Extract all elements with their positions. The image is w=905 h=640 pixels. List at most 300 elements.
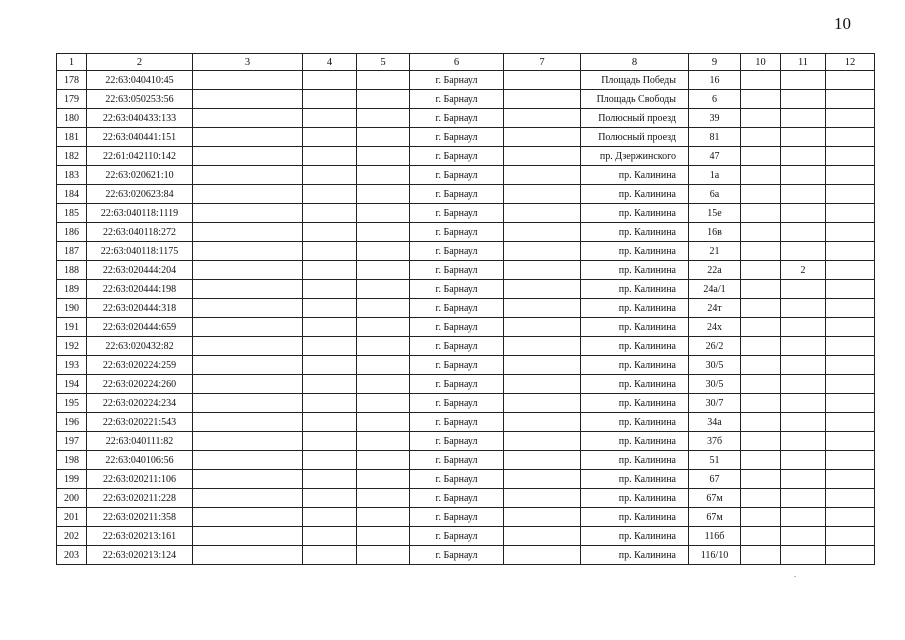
- cell-col-11: [781, 508, 826, 527]
- column-header-2: 2: [87, 54, 193, 71]
- cell-col-3: [193, 413, 303, 432]
- cell-col-3: [193, 109, 303, 128]
- cell-col-10: [741, 394, 781, 413]
- cadastral-number: 22:63:020224:259: [87, 356, 193, 375]
- table-row: [57, 166, 875, 185]
- table-row: [57, 204, 875, 223]
- cell-col-4: [303, 546, 357, 565]
- street: пр. Калинина: [581, 318, 689, 337]
- table-row: [57, 451, 875, 470]
- cell-col-5: [357, 527, 410, 546]
- row-number: 185: [57, 204, 87, 223]
- cell-col-5: [357, 147, 410, 166]
- cell-col-7: [504, 432, 581, 451]
- cell-col-12: [826, 185, 875, 204]
- cell-col-11: [781, 90, 826, 109]
- cell-col-10: [741, 527, 781, 546]
- column-header-12: 12: [826, 54, 875, 71]
- house-number: 47: [689, 147, 741, 166]
- row-number: 181: [57, 128, 87, 147]
- cell-col-7: [504, 223, 581, 242]
- table-row: [57, 109, 875, 128]
- street: пр. Калинина: [581, 204, 689, 223]
- table-row: [57, 508, 875, 527]
- city: г. Барнаул: [410, 451, 504, 470]
- cell-col-4: [303, 337, 357, 356]
- cell-col-3: [193, 128, 303, 147]
- house-number: 6: [689, 90, 741, 109]
- street: пр. Калинина: [581, 337, 689, 356]
- cell-col-4: [303, 508, 357, 527]
- cadastral-number: 22:63:040433:133: [87, 109, 193, 128]
- cell-col-10: [741, 299, 781, 318]
- cell-col-10: [741, 128, 781, 147]
- cadastral-number: 22:63:050253:56: [87, 90, 193, 109]
- row-number: 194: [57, 375, 87, 394]
- cell-col-12: [826, 223, 875, 242]
- row-number: 191: [57, 318, 87, 337]
- table-row: [57, 432, 875, 451]
- street: пр. Калинина: [581, 432, 689, 451]
- column-header-1: 1: [57, 54, 87, 71]
- street: пр. Калинина: [581, 413, 689, 432]
- cell-col-5: [357, 394, 410, 413]
- cell-col-3: [193, 508, 303, 527]
- cell-col-5: [357, 299, 410, 318]
- cadastral-number: 22:63:020444:659: [87, 318, 193, 337]
- cell-col-12: [826, 451, 875, 470]
- cell-col-12: [826, 337, 875, 356]
- cell-col-10: [741, 356, 781, 375]
- cell-col-12: [826, 546, 875, 565]
- page-number: 10: [834, 14, 851, 33]
- house-number: 1а: [689, 166, 741, 185]
- street: пр. Дзержинского: [581, 147, 689, 166]
- cell-col-5: [357, 204, 410, 223]
- cell-col-5: [357, 109, 410, 128]
- city: г. Барнаул: [410, 432, 504, 451]
- cell-col-11: [781, 375, 826, 394]
- city: г. Барнаул: [410, 261, 504, 280]
- cell-col-3: [193, 223, 303, 242]
- cell-col-12: [826, 71, 875, 90]
- cadastral-number: 22:63:040106:56: [87, 451, 193, 470]
- cell-col-5: [357, 356, 410, 375]
- cell-col-4: [303, 90, 357, 109]
- cell-col-10: [741, 147, 781, 166]
- cell-col-4: [303, 470, 357, 489]
- row-number: 190: [57, 299, 87, 318]
- table-row: [57, 90, 875, 109]
- cell-col-10: [741, 71, 781, 90]
- cadastral-number: 22:63:040111:82: [87, 432, 193, 451]
- row-number: 187: [57, 242, 87, 261]
- house-number: 67м: [689, 508, 741, 527]
- row-number: 202: [57, 527, 87, 546]
- cell-col-12: [826, 527, 875, 546]
- cell-col-10: [741, 508, 781, 527]
- cell-col-10: [741, 242, 781, 261]
- cell-col-4: [303, 242, 357, 261]
- cell-col-5: [357, 185, 410, 204]
- city: г. Барнаул: [410, 546, 504, 565]
- cell-col-11: [781, 128, 826, 147]
- cell-col-5: [357, 166, 410, 185]
- cadastral-number: 22:63:020224:260: [87, 375, 193, 394]
- cell-col-5: [357, 223, 410, 242]
- table-row: [57, 375, 875, 394]
- cell-col-7: [504, 527, 581, 546]
- cell-col-11: [781, 204, 826, 223]
- row-number: 186: [57, 223, 87, 242]
- cell-col-10: [741, 470, 781, 489]
- table-row: [57, 261, 875, 280]
- scan-artifact: [794, 576, 796, 577]
- row-number: 189: [57, 280, 87, 299]
- street: пр. Калинина: [581, 470, 689, 489]
- cell-col-4: [303, 394, 357, 413]
- column-header-9: 9: [689, 54, 741, 71]
- cell-col-11: [781, 280, 826, 299]
- house-number: 39: [689, 109, 741, 128]
- cell-col-3: [193, 71, 303, 90]
- cadastral-number: 22:63:020221:543: [87, 413, 193, 432]
- cell-col-7: [504, 470, 581, 489]
- cell-col-3: [193, 204, 303, 223]
- street: пр. Калинина: [581, 166, 689, 185]
- cell-col-7: [504, 394, 581, 413]
- cell-col-11: [781, 299, 826, 318]
- city: г. Барнаул: [410, 128, 504, 147]
- cell-col-5: [357, 413, 410, 432]
- cell-col-12: [826, 242, 875, 261]
- cell-col-12: [826, 470, 875, 489]
- cell-col-10: [741, 318, 781, 337]
- cell-col-5: [357, 375, 410, 394]
- city: г. Барнаул: [410, 299, 504, 318]
- cell-col-11: [781, 337, 826, 356]
- city: г. Барнаул: [410, 147, 504, 166]
- city: г. Барнаул: [410, 71, 504, 90]
- cell-col-5: [357, 470, 410, 489]
- cell-col-10: [741, 223, 781, 242]
- cell-col-4: [303, 318, 357, 337]
- table-row: [57, 546, 875, 565]
- city: г. Барнаул: [410, 280, 504, 299]
- cell-col-3: [193, 451, 303, 470]
- table-row: [57, 223, 875, 242]
- register-table: [56, 53, 875, 565]
- city: г. Барнаул: [410, 394, 504, 413]
- street: Полюсный проезд: [581, 109, 689, 128]
- house-number: 67м: [689, 489, 741, 508]
- cell-col-12: [826, 280, 875, 299]
- row-number: 195: [57, 394, 87, 413]
- cell-col-11: [781, 166, 826, 185]
- cell-col-7: [504, 451, 581, 470]
- cell-col-7: [504, 166, 581, 185]
- cell-col-12: [826, 204, 875, 223]
- cell-col-11: [781, 185, 826, 204]
- city: г. Барнаул: [410, 489, 504, 508]
- cell-col-11: [781, 394, 826, 413]
- cell-col-12: [826, 394, 875, 413]
- cell-col-5: [357, 90, 410, 109]
- row-number: 178: [57, 71, 87, 90]
- house-number: 81: [689, 128, 741, 147]
- cadastral-number: 22:63:020444:204: [87, 261, 193, 280]
- cell-col-12: [826, 261, 875, 280]
- cell-col-11: [781, 527, 826, 546]
- table-row: [57, 242, 875, 261]
- cadastral-number: 22:63:040118:1175: [87, 242, 193, 261]
- city: г. Барнаул: [410, 508, 504, 527]
- cell-col-3: [193, 432, 303, 451]
- cell-col-12: [826, 375, 875, 394]
- cell-col-3: [193, 166, 303, 185]
- cell-col-10: [741, 375, 781, 394]
- cell-col-7: [504, 508, 581, 527]
- cell-col-7: [504, 204, 581, 223]
- city: г. Барнаул: [410, 413, 504, 432]
- street: пр. Калинина: [581, 185, 689, 204]
- table-row: [57, 413, 875, 432]
- cell-col-7: [504, 128, 581, 147]
- cell-col-5: [357, 280, 410, 299]
- house-number: 37б: [689, 432, 741, 451]
- cell-col-11: [781, 489, 826, 508]
- cell-col-12: [826, 432, 875, 451]
- row-number: 188: [57, 261, 87, 280]
- column-header-6: 6: [410, 54, 504, 71]
- cell-col-7: [504, 147, 581, 166]
- cadastral-number: 22:63:040441:151: [87, 128, 193, 147]
- cell-col-4: [303, 128, 357, 147]
- table-row: [57, 470, 875, 489]
- table-row: [57, 394, 875, 413]
- cell-col-11: [781, 432, 826, 451]
- cell-col-7: [504, 375, 581, 394]
- cell-col-10: [741, 451, 781, 470]
- cell-col-12: [826, 109, 875, 128]
- table-row: [57, 527, 875, 546]
- cell-col-7: [504, 71, 581, 90]
- cell-col-11: [781, 451, 826, 470]
- table-header: [57, 54, 875, 71]
- cell-col-4: [303, 299, 357, 318]
- street: Площадь Свободы: [581, 90, 689, 109]
- cadastral-number: 22:63:020432:82: [87, 337, 193, 356]
- cell-col-12: [826, 356, 875, 375]
- street: пр. Калинина: [581, 451, 689, 470]
- house-number: 16в: [689, 223, 741, 242]
- house-number: 116б: [689, 527, 741, 546]
- row-number: 203: [57, 546, 87, 565]
- row-number: 182: [57, 147, 87, 166]
- cell-col-3: [193, 242, 303, 261]
- column-header-8: 8: [581, 54, 689, 71]
- table-row: [57, 318, 875, 337]
- house-number: 30/7: [689, 394, 741, 413]
- cell-col-4: [303, 451, 357, 470]
- cell-col-5: [357, 508, 410, 527]
- house-number: 26/2: [689, 337, 741, 356]
- cell-col-5: [357, 489, 410, 508]
- cell-col-4: [303, 527, 357, 546]
- cell-col-12: [826, 508, 875, 527]
- cell-col-7: [504, 242, 581, 261]
- row-number: 184: [57, 185, 87, 204]
- house-number: 30/5: [689, 356, 741, 375]
- cadastral-number: 22:63:020213:124: [87, 546, 193, 565]
- cell-col-3: [193, 318, 303, 337]
- column-header-11: 11: [781, 54, 826, 71]
- cell-col-7: [504, 356, 581, 375]
- cell-col-12: [826, 299, 875, 318]
- cell-col-3: [193, 375, 303, 394]
- city: г. Барнаул: [410, 90, 504, 109]
- house-number: 30/5: [689, 375, 741, 394]
- street: пр. Калинина: [581, 242, 689, 261]
- house-number: 22а: [689, 261, 741, 280]
- city: г. Барнаул: [410, 337, 504, 356]
- column-header-7: 7: [504, 54, 581, 71]
- house-number: 24а/1: [689, 280, 741, 299]
- cell-col-7: [504, 299, 581, 318]
- table-row: [57, 356, 875, 375]
- cell-col-12: [826, 147, 875, 166]
- row-number: 199: [57, 470, 87, 489]
- cadastral-number: 22:63:020623:84: [87, 185, 193, 204]
- cell-col-10: [741, 185, 781, 204]
- cell-col-10: [741, 337, 781, 356]
- table-row: [57, 489, 875, 508]
- column-header-4: 4: [303, 54, 357, 71]
- cell-col-7: [504, 185, 581, 204]
- cell-col-4: [303, 261, 357, 280]
- cell-col-10: [741, 109, 781, 128]
- cell-col-11: [781, 356, 826, 375]
- cell-col-3: [193, 394, 303, 413]
- street: пр. Калинина: [581, 223, 689, 242]
- city: г. Барнаул: [410, 527, 504, 546]
- cell-col-11: 2: [781, 261, 826, 280]
- row-number: 193: [57, 356, 87, 375]
- street: Полюсный проезд: [581, 128, 689, 147]
- header-row: [57, 54, 875, 71]
- cell-col-5: [357, 261, 410, 280]
- table-body: [57, 71, 875, 565]
- city: г. Барнаул: [410, 109, 504, 128]
- house-number: 51: [689, 451, 741, 470]
- cell-col-5: [357, 71, 410, 90]
- cadastral-number: 22:63:040410:45: [87, 71, 193, 90]
- street: пр. Калинина: [581, 356, 689, 375]
- cadastral-number: 22:63:020444:318: [87, 299, 193, 318]
- table-row: [57, 71, 875, 90]
- table-row: [57, 147, 875, 166]
- cell-col-7: [504, 261, 581, 280]
- cell-col-11: [781, 470, 826, 489]
- cadastral-number: 22:63:020211:106: [87, 470, 193, 489]
- cell-col-11: [781, 242, 826, 261]
- cadastral-number: 22:63:020444:198: [87, 280, 193, 299]
- cadastral-number: 22:61:042110:142: [87, 147, 193, 166]
- cell-col-11: [781, 109, 826, 128]
- cell-col-11: [781, 147, 826, 166]
- cell-col-4: [303, 375, 357, 394]
- cell-col-7: [504, 109, 581, 128]
- cell-col-3: [193, 527, 303, 546]
- cell-col-7: [504, 90, 581, 109]
- city: г. Барнаул: [410, 223, 504, 242]
- house-number: 24х: [689, 318, 741, 337]
- row-number: 180: [57, 109, 87, 128]
- cell-col-3: [193, 546, 303, 565]
- city: г. Барнаул: [410, 204, 504, 223]
- cell-col-12: [826, 128, 875, 147]
- cell-col-11: [781, 413, 826, 432]
- street: пр. Калинина: [581, 394, 689, 413]
- city: г. Барнаул: [410, 166, 504, 185]
- table-row: [57, 280, 875, 299]
- cell-col-7: [504, 413, 581, 432]
- cell-col-3: [193, 337, 303, 356]
- cell-col-7: [504, 280, 581, 299]
- house-number: 34а: [689, 413, 741, 432]
- column-header-10: 10: [741, 54, 781, 71]
- cell-col-10: [741, 261, 781, 280]
- column-header-5: 5: [357, 54, 410, 71]
- row-number: 198: [57, 451, 87, 470]
- cell-col-10: [741, 546, 781, 565]
- cell-col-4: [303, 147, 357, 166]
- cell-col-5: [357, 337, 410, 356]
- table-row: [57, 128, 875, 147]
- table-row: [57, 299, 875, 318]
- cell-col-7: [504, 318, 581, 337]
- city: г. Барнаул: [410, 318, 504, 337]
- cell-col-10: [741, 280, 781, 299]
- cell-col-5: [357, 451, 410, 470]
- cell-col-5: [357, 546, 410, 565]
- cell-col-3: [193, 147, 303, 166]
- table-row: [57, 337, 875, 356]
- cell-col-10: [741, 432, 781, 451]
- cell-col-5: [357, 318, 410, 337]
- cell-col-10: [741, 489, 781, 508]
- house-number: 24т: [689, 299, 741, 318]
- cell-col-12: [826, 318, 875, 337]
- cell-col-4: [303, 489, 357, 508]
- cell-col-3: [193, 470, 303, 489]
- street: пр. Калинина: [581, 489, 689, 508]
- cell-col-7: [504, 546, 581, 565]
- street: пр. Калинина: [581, 527, 689, 546]
- cell-col-3: [193, 90, 303, 109]
- cell-col-4: [303, 204, 357, 223]
- cell-col-12: [826, 413, 875, 432]
- cell-col-10: [741, 166, 781, 185]
- cell-col-12: [826, 90, 875, 109]
- cell-col-4: [303, 71, 357, 90]
- cadastral-number: 22:63:020211:358: [87, 508, 193, 527]
- house-number: 21: [689, 242, 741, 261]
- cell-col-4: [303, 109, 357, 128]
- row-number: 192: [57, 337, 87, 356]
- cell-col-3: [193, 356, 303, 375]
- cadastral-number: 22:63:020621:10: [87, 166, 193, 185]
